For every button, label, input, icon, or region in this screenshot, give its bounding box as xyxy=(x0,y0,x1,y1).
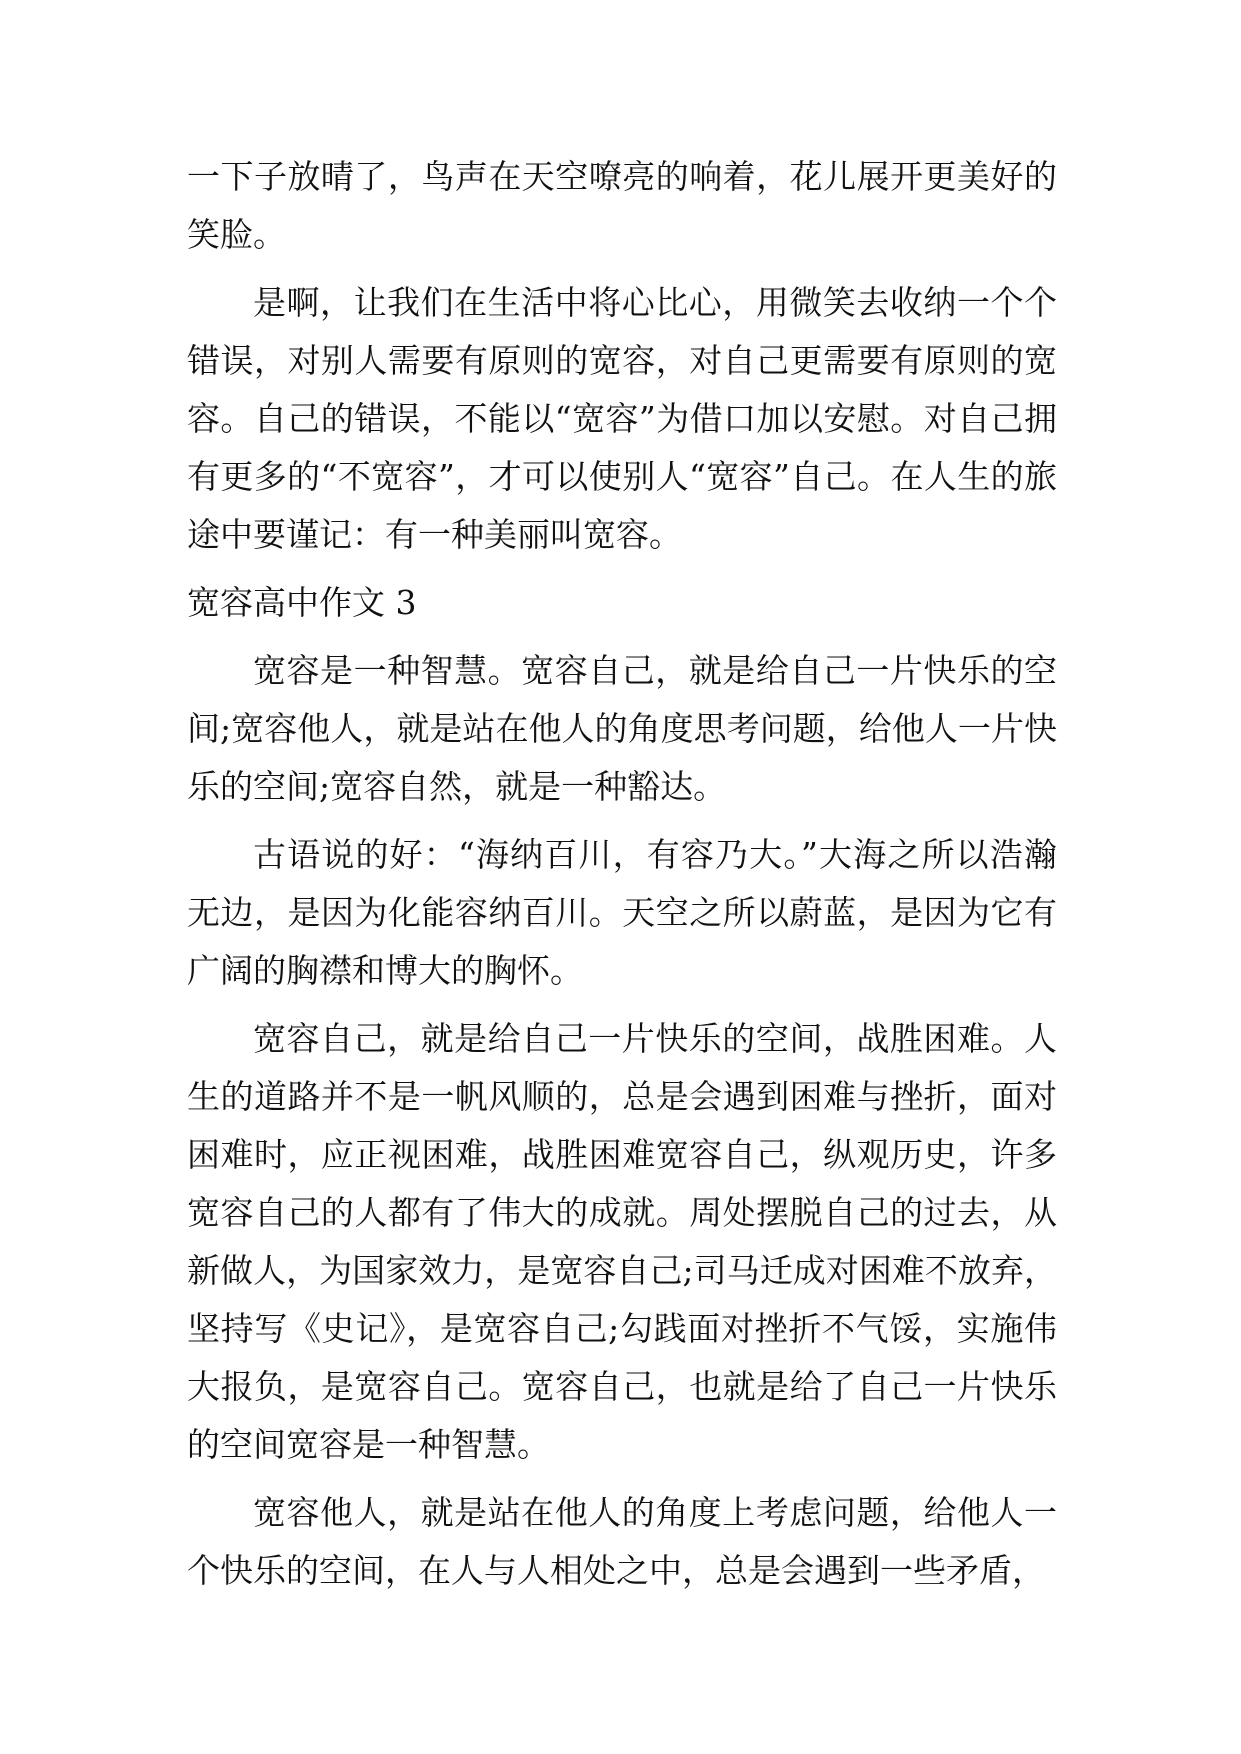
paragraph-tolerance-wisdom: 宽容是一种智慧。宽容自己，就是给自己一片快乐的空间;宽容他人，就是站在他人的角度思考问题，给他人一片快乐的空间;宽容自然，就是一种豁达。 xyxy=(187,651,1057,806)
paragraph-ancient-saying: 古语说的好：“海纳百川，有容乃大。”大海之所以浩瀚无边，是因为化能容纳百川。天空之所以蔚蓝，是因为它有广阔的胸襟和博大的胸怀。 xyxy=(187,835,1057,990)
paragraph-tolerate-others: 宽容他人，就是站在他人的角度上考虑问题，给他人一个快乐的空间，在人与人相处之中，总是会遇到一些矛盾， xyxy=(187,1493,1057,1590)
paragraph-continuation: 一下子放晴了，鸟声在天空嘹亮的响着，花儿展开更美好的笑脸。 xyxy=(187,157,1057,254)
document-body xyxy=(187,148,1057,1610)
essay-title: 宽容高中作文 3 xyxy=(187,583,417,622)
paragraph-tolerate-self: 宽容自己，就是给自己一片快乐的空间，战胜困难。人生的道路并不是一帆风顺的，总是会遇到困难与挫折，面对困难时，应正视困难，战胜困难宽容自己，纵观历史，许多宽容自己的人都有了伟大的成就。周处摆脱自己的过去，从新做人，为国家效力，是宽容自己;司马迁成对困难不放弃，坚持写《史记》，是宽容自己;勾践面对挫折不气馁，实施伟大报负，是宽容自己。宽容自己，也就是给了自己一片快乐的空间宽容是一种智慧。 xyxy=(187,1019,1057,1464)
paragraph-tolerance-principle: 是啊，让我们在生活中将心比心，用微笑去收纳一个个错误，对别人需要有原则的宽容，对自己更需要有原则的宽容。自己的错误，不能以“宽容”为借口加以安慰。对自己拥有更多的“不宽容”，才可以使别人“宽容”自己。在人生的旅途中要谨记：有一种美丽叫宽容。 xyxy=(187,283,1057,554)
